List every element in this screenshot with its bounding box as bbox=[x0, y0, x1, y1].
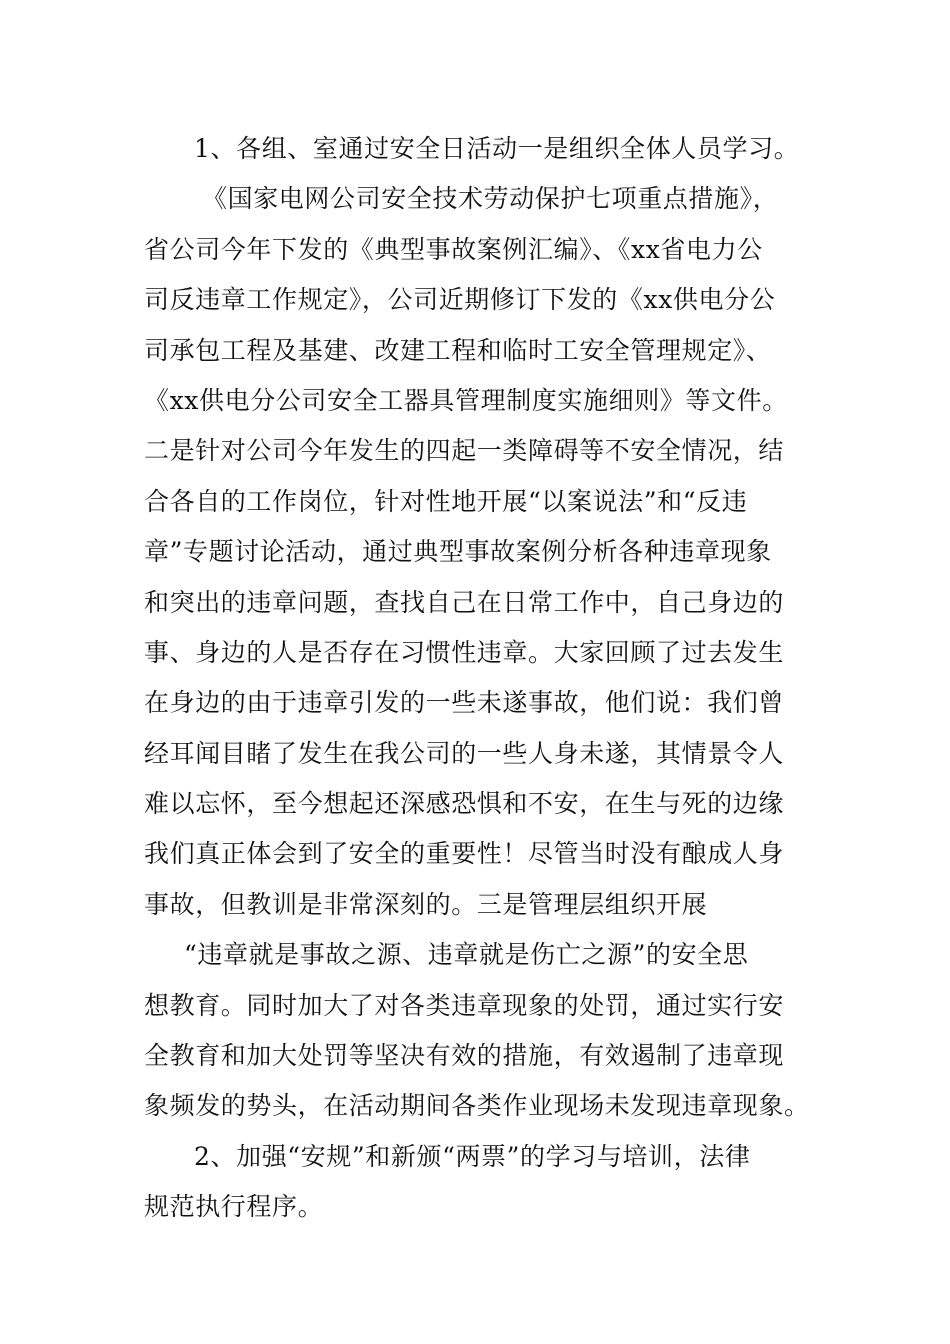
paragraph-line-15: 我们真正体会到了安全的重要性！尽管当时没有酿成人身 bbox=[144, 839, 785, 869]
paragraph-line-13: 经耳闻目睹了发生在我公司的一些人身未遂，其情景令人 bbox=[144, 738, 785, 768]
paragraph-line-4: 司反违章工作规定》，公司近期修订下发的《xx供电分公 bbox=[144, 285, 776, 315]
paragraph-line-1: 1、各组、室通过安全日活动一是组织全体人员学习。 bbox=[194, 134, 800, 163]
paragraph-line-14: 难以忘怀，至今想起还深感恐惧和不安，在生与死的边缘 bbox=[144, 789, 785, 819]
paragraph-line-18: 想教育。同时加大了对各类违章现象的处罚，通过实行安 bbox=[144, 990, 785, 1020]
paragraph-line-9: 章”专题讨论活动，通过典型事故案例分析各种违章现象 bbox=[144, 537, 772, 567]
paragraph-line-2: 《国家电网公司安全技术劳动保护七项重点措施》， bbox=[202, 184, 779, 214]
paragraph-line-7: 二是针对公司今年发生的四起一类障碍等不安全情况，结 bbox=[144, 436, 785, 466]
document-body bbox=[144, 124, 814, 1233]
paragraph-line-3: 省公司今年下发的《典型事故案例汇编》、《xx省电力公 bbox=[144, 234, 763, 264]
paragraph-line-5: 司承包工程及基建、改建工程和临时工安全管理规定》、 bbox=[144, 335, 772, 365]
paragraph-line-8: 合各自的工作岗位，针对性地开展“以案说法”和“反违 bbox=[144, 486, 748, 516]
paragraph-line-22: 规范执行程序。 bbox=[144, 1192, 324, 1222]
paragraph-line-19: 全教育和加大处罚等坚决有效的措施，有效遏制了违章现 bbox=[144, 1041, 785, 1071]
paragraph-line-16: 事故，但教训是非常深刻的。三是管理层组织开展 bbox=[144, 889, 708, 919]
paragraph-line-12: 在身边的由于违章引发的一些未遂事故，他们说：我们曾 bbox=[144, 688, 785, 718]
paragraph-line-17: “违章就是事故之源、违章就是伤亡之源”的安全思 bbox=[184, 940, 749, 970]
paragraph-line-6: 《xx供电分公司安全工器具管理制度实施细则》等文件。 bbox=[144, 385, 788, 415]
paragraph-line-11: 事、身边的人是否存在习惯性违章。大家回顾了过去发生 bbox=[144, 637, 785, 667]
paragraph-line-20: 象频发的势头，在活动期间各类作业现场未发现违章现象。 bbox=[144, 1091, 810, 1121]
paragraph-line-21: 2、加强“安规”和新颁“两票”的学习与培训，法律 bbox=[194, 1141, 751, 1171]
paragraph-line-10: 和突出的违章问题，查找自己在日常工作中，自己身边的 bbox=[144, 587, 785, 617]
